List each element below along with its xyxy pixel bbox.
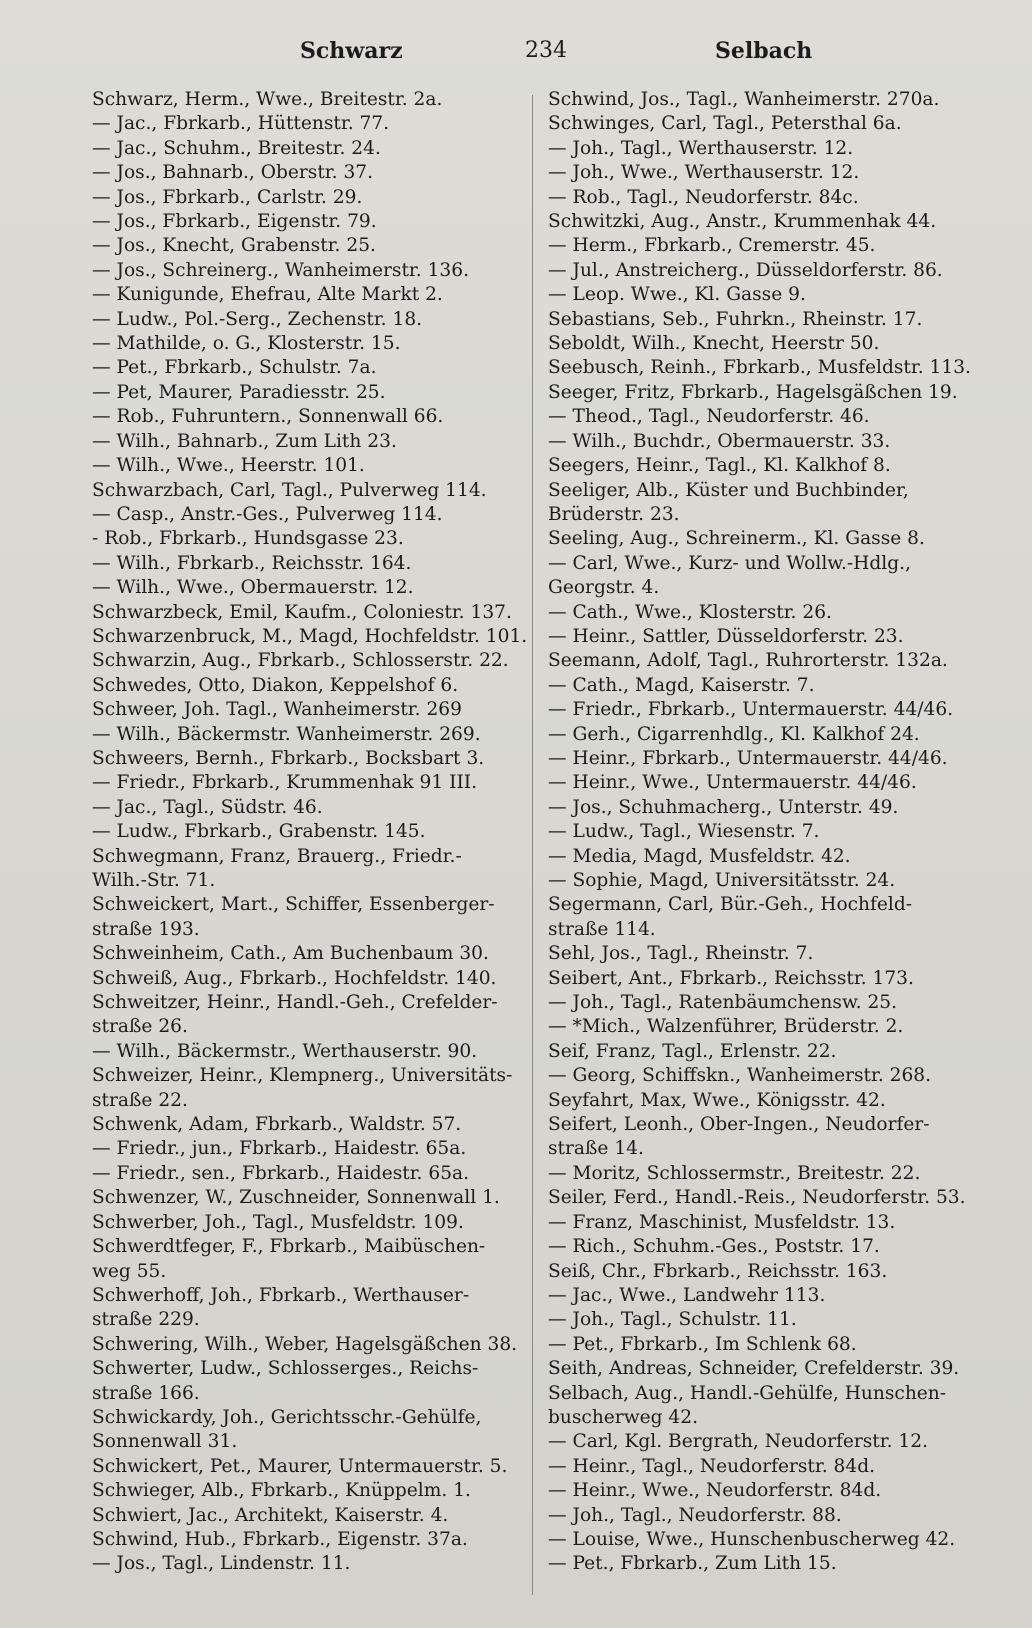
directory-entry: — Wilh., Bäckermstr., Werthauserstr. 90.	[92, 1040, 478, 1062]
directory-entry: Schwinges, Carl, Tagl., Petersthal 6a.	[548, 113, 902, 135]
right-keyword: Selbach	[715, 38, 813, 64]
directory-entry: Seegers, Heinr., Tagl., Kl. Kalkhof 8.	[548, 455, 891, 477]
directory-entry: — Jac., Wwe., Landwehr 113.	[548, 1284, 826, 1306]
directory-entry: straße 229.	[92, 1309, 200, 1331]
directory-entry: — Jos., Schuhmacherg., Unterstr. 49.	[548, 796, 899, 818]
directory-entry: — Carl, Wwe., Kurz- und Wollw.-Hdlg.,	[548, 552, 911, 574]
directory-entry: — Mathilde, o. G., Klosterstr. 15.	[92, 333, 401, 355]
directory-entry: Schwitzki, Aug., Anstr., Krummenhak 44.	[548, 211, 937, 233]
directory-entry: — Joh., Wwe., Werthauserstr. 12.	[548, 162, 860, 184]
directory-entry: — Pet, Maurer, Paradiesstr. 25.	[92, 381, 386, 403]
page-number: 234	[525, 38, 567, 63]
directory-entry: — Joh., Tagl., Schulstr. 11.	[548, 1309, 797, 1331]
directory-entry: — Jac., Tagl., Südstr. 46.	[92, 796, 323, 818]
directory-entry: Selbach, Aug., Handl.-Gehülfe, Hunschen-	[548, 1382, 947, 1404]
directory-entry: Schwarzin, Aug., Fbrkarb., Schlosserstr. 22.	[92, 650, 509, 672]
directory-entry: straße 193.	[92, 918, 200, 940]
directory-entry: Seibert, Ant., Fbrkarb., Reichsstr. 173.	[548, 967, 914, 989]
directory-entry: Segermann, Carl, Bür.-Geh., Hochfeld-	[548, 894, 913, 916]
directory-entry: straße 14.	[548, 1138, 644, 1160]
directory-entry: — Ludw., Fbrkarb., Grabenstr. 145.	[92, 821, 426, 843]
directory-entry: Schwarz, Herm., Wwe., Breitestr. 2a.	[92, 89, 443, 110]
directory-entry: Georgstr. 4.	[548, 577, 660, 599]
directory-entry: — Jos., Fbrkarb., Eigenstr. 79.	[92, 211, 377, 233]
directory-entry: — *Mich., Walzenführer, Brüderstr. 2.	[548, 1016, 904, 1038]
directory-entry: — Cath., Magd, Kaiserstr. 7.	[548, 674, 815, 696]
directory-entry: Sebastians, Seb., Fuhrkn., Rheinstr. 17.	[548, 308, 923, 330]
directory-entry: Sonnenwall 31.	[92, 1431, 238, 1453]
directory-entry: Schwedes, Otto, Diakon, Keppelshof 6.	[92, 674, 459, 696]
directory-entry: — Franz, Maschinist, Musfeldstr. 13.	[548, 1211, 896, 1233]
directory-entry: — Rob., Fuhruntern., Sonnenwall 66.	[92, 406, 444, 428]
directory-entry: — Jul., Anstreicherg., Düsseldorferstr. 86.	[548, 259, 943, 281]
directory-entry: — Sophie, Magd, Universitätsstr. 24.	[548, 870, 896, 891]
directory-entry: — Jos., Bahnarb., Oberstr. 37.	[92, 162, 374, 184]
directory-entry: — Friedr., Fbrkarb., Krummenhak 91 III.	[92, 772, 478, 794]
directory-entry: — Casp., Anstr.-Ges., Pulverweg 114.	[92, 503, 443, 525]
directory-entry: — Pet., Fbrkarb., Zum Lith 15.	[548, 1553, 837, 1575]
directory-entry: Wilh.-Str. 71.	[92, 870, 216, 891]
directory-entry: Schwerber, Joh., Tagl., Musfeldstr. 109.	[92, 1211, 464, 1233]
right-column	[548, 88, 988, 1577]
directory-entry: Schwegmann, Franz, Brauerg., Friedr.-	[92, 845, 462, 867]
directory-entry: — Rob., Tagl., Neudorferstr. 84c.	[548, 186, 859, 208]
directory-entry: — Wilh., Buchdr., Obermauerstr. 33.	[548, 430, 891, 452]
directory-entry: Schweitzer, Heinr., Handl.-Geh., Crefelder-	[92, 992, 498, 1014]
directory-entry: Schweiß, Aug., Fbrkarb., Hochfeldstr. 140.	[92, 967, 497, 989]
directory-entry: — Jos., Fbrkarb., Carlstr. 29.	[92, 186, 363, 208]
directory-entry: — Jac., Schuhm., Breitestr. 24.	[92, 137, 381, 159]
directory-entry: — Wilh., Bahnarb., Zum Lith 23.	[92, 430, 397, 452]
directory-entry: — Wilh., Wwe., Heerstr. 101.	[92, 455, 365, 477]
directory-entry: — Rich., Schuhm.-Ges., Poststr. 17.	[548, 1236, 880, 1258]
directory-entry: Schwerdtfeger, F., Fbrkarb., Maibüschen-	[92, 1236, 486, 1258]
directory-entry: — Theod., Tagl., Neudorferstr. 46.	[548, 406, 870, 428]
column-divider	[532, 95, 533, 1595]
directory-entry: Seifert, Leonh., Ober-Ingen., Neudorfer-	[548, 1114, 930, 1136]
directory-entry: — Jos., Schreinerg., Wanheimerstr. 136.	[92, 259, 469, 281]
directory-entry: — Wilh., Wwe., Obermauerstr. 12.	[92, 577, 414, 599]
directory-entry: — Ludw., Pol.-Serg., Zechenstr. 18.	[92, 308, 423, 330]
directory-entry: buscherweg 42.	[548, 1406, 699, 1428]
directory-entry: — Ludw., Tagl., Wiesenstr. 7.	[548, 821, 820, 843]
directory-entry: Seyfahrt, Max, Wwe., Königsstr. 42.	[548, 1089, 886, 1111]
directory-entry: — Friedr., sen., Fbrkarb., Haidestr. 65a.	[92, 1162, 470, 1184]
directory-entry: — Jos., Tagl., Lindenstr. 11.	[92, 1553, 351, 1575]
directory-entry: — Friedr., jun., Fbrkarb., Haidestr. 65a.	[92, 1138, 467, 1160]
directory-entry: — Pet., Fbrkarb., Schulstr. 7a.	[92, 357, 377, 379]
directory-entry: — Pet., Fbrkarb., Im Schlenk 68.	[548, 1333, 857, 1355]
directory-entry: — Leop. Wwe., Kl. Gasse 9.	[548, 284, 806, 306]
directory-entry: Schwerhoff, Joh., Fbrkarb., Werthauser-	[92, 1284, 470, 1306]
directory-entry: straße 22.	[92, 1089, 188, 1111]
directory-entry: — Kunigunde, Ehefrau, Alte Markt 2.	[92, 284, 443, 306]
directory-entry: Schwieger, Alb., Fbrkarb., Knüppelm. 1.	[92, 1480, 471, 1502]
directory-entry: Schweinheim, Cath., Am Buchenbaum 30.	[92, 943, 489, 965]
directory-entry: straße 166.	[92, 1382, 200, 1404]
directory-entry: Schwerter, Ludw., Schlosserges., Reichs-	[92, 1358, 479, 1380]
directory-entry: Seiler, Ferd., Handl.-Reis., Neudorferstr. 53.	[548, 1187, 966, 1209]
directory-entry: Schwering, Wilh., Weber, Hagelsgäßchen 38.	[92, 1333, 518, 1355]
directory-entry: Schweickert, Mart., Schiffer, Essenberger-	[92, 894, 495, 916]
directory-entry: — Louise, Wwe., Hunschenbuscherweg 42.	[548, 1528, 956, 1550]
directory-entry: Brüderstr. 23.	[548, 503, 680, 525]
directory-entry: — Carl, Kgl. Bergrath, Neudorferstr. 12.	[548, 1431, 928, 1453]
directory-entry: Schwiert, Jac., Architekt, Kaiserstr. 4.	[92, 1504, 449, 1526]
directory-entry: Schwenzer, W., Zuschneider, Sonnenwall 1.	[92, 1187, 500, 1209]
directory-entry: Schwickardy, Joh., Gerichtsschr.-Gehülfe,	[92, 1406, 482, 1428]
directory-entry: Seboldt, Wilh., Knecht, Heerstr 50.	[548, 333, 880, 355]
directory-entry: Schweer, Joh. Tagl., Wanheimerstr. 269	[92, 699, 462, 721]
directory-entry: — Media, Magd, Musfeldstr. 42.	[548, 845, 851, 867]
left-column	[92, 88, 532, 1577]
directory-entry: Schwarzbeck, Emil, Kaufm., Coloniestr. 137.	[92, 601, 512, 623]
directory-entry: — Heinr., Wwe., Untermauerstr. 44/46.	[548, 772, 917, 794]
directory-entry: Schweers, Bernh., Fbrkarb., Bocksbart 3.	[92, 747, 485, 769]
directory-entry: — Heinr., Wwe., Neudorferstr. 84d.	[548, 1480, 882, 1502]
directory-entry: — Wilh., Fbrkarb., Reichsstr. 164.	[92, 552, 412, 574]
directory-entry: - Rob., Fbrkarb., Hundsgasse 23.	[92, 528, 404, 550]
directory-entry: — Wilh., Bäckermstr. Wanheimerstr. 269.	[92, 723, 481, 745]
directory-entry: — Moritz, Schlossermstr., Breitestr. 22.	[548, 1162, 921, 1184]
directory-entry: — Heinr., Fbrkarb., Untermauerstr. 44/46.	[548, 747, 948, 769]
directory-entry: Seeliger, Alb., Küster und Buchbinder,	[548, 479, 909, 501]
directory-entry: Seith, Andreas, Schneider, Crefelderstr. 39.	[548, 1358, 960, 1380]
directory-entry: Schwenk, Adam, Fbrkarb., Waldstr. 57.	[92, 1114, 462, 1136]
directory-entry: straße 114.	[548, 918, 656, 940]
directory-entry: — Friedr., Fbrkarb., Untermauerstr. 44/46.	[548, 699, 954, 721]
directory-entry: — Jos., Knecht, Grabenstr. 25.	[92, 235, 376, 257]
directory-entry: — Cath., Wwe., Klosterstr. 26.	[548, 601, 832, 623]
directory-entry: Seiß, Chr., Fbrkarb., Reichsstr. 163.	[548, 1260, 888, 1282]
directory-entry: — Heinr., Sattler, Düsseldorferstr. 23.	[548, 625, 904, 647]
directory-entry: Schwind, Jos., Tagl., Wanheimerstr. 270a.	[548, 89, 940, 110]
directory-entry: — Joh., Tagl., Ratenbäumchensw. 25.	[548, 992, 898, 1014]
directory-entry: Seif, Franz, Tagl., Erlenstr. 22.	[548, 1040, 837, 1062]
directory-entry: Schwarzbach, Carl, Tagl., Pulverweg 114.	[92, 479, 487, 501]
directory-entry: — Georg, Schiffskn., Wanheimerstr. 268.	[548, 1065, 932, 1087]
directory-entry: Seeger, Fritz, Fbrkarb., Hagelsgäßchen 19.	[548, 381, 958, 403]
directory-entry: — Joh., Tagl., Werthauserstr. 12.	[548, 137, 854, 159]
directory-entry: — Gerh., Cigarrenhdlg., Kl. Kalkhof 24.	[548, 723, 920, 745]
directory-entry: — Joh., Tagl., Neudorferstr. 88.	[548, 1504, 842, 1526]
directory-entry: — Herm., Fbrkarb., Cremerstr. 45.	[548, 235, 876, 257]
directory-entry: Schwarzenbruck, M., Magd, Hochfeldstr. 101.	[92, 625, 528, 647]
directory-entry: Sehl, Jos., Tagl., Rheinstr. 7.	[548, 943, 814, 965]
directory-entry: — Heinr., Tagl., Neudorferstr. 84d.	[548, 1455, 876, 1477]
directory-entry: — Jac., Fbrkarb., Hüttenstr. 77.	[92, 113, 390, 135]
directory-entry: Schwind, Hub., Fbrkarb., Eigenstr. 37a.	[92, 1528, 468, 1550]
page-header	[90, 38, 987, 78]
directory-entry: straße 26.	[92, 1016, 188, 1038]
directory-entry: Schwickert, Pet., Maurer, Untermauerstr. 5.	[92, 1455, 508, 1477]
directory-entry: Seemann, Adolf, Tagl., Ruhrorterstr. 132a.	[548, 650, 948, 672]
directory-entry: Seebusch, Reinh., Fbrkarb., Musfeldstr. 113.	[548, 357, 971, 379]
directory-entry: weg 55.	[92, 1260, 167, 1282]
left-keyword: Schwarz	[300, 38, 403, 64]
directory-entry: Seeling, Aug., Schreinerm., Kl. Gasse 8.	[548, 528, 925, 550]
directory-entry: Schweizer, Heinr., Klempnerg., Universitäts-	[92, 1065, 513, 1087]
